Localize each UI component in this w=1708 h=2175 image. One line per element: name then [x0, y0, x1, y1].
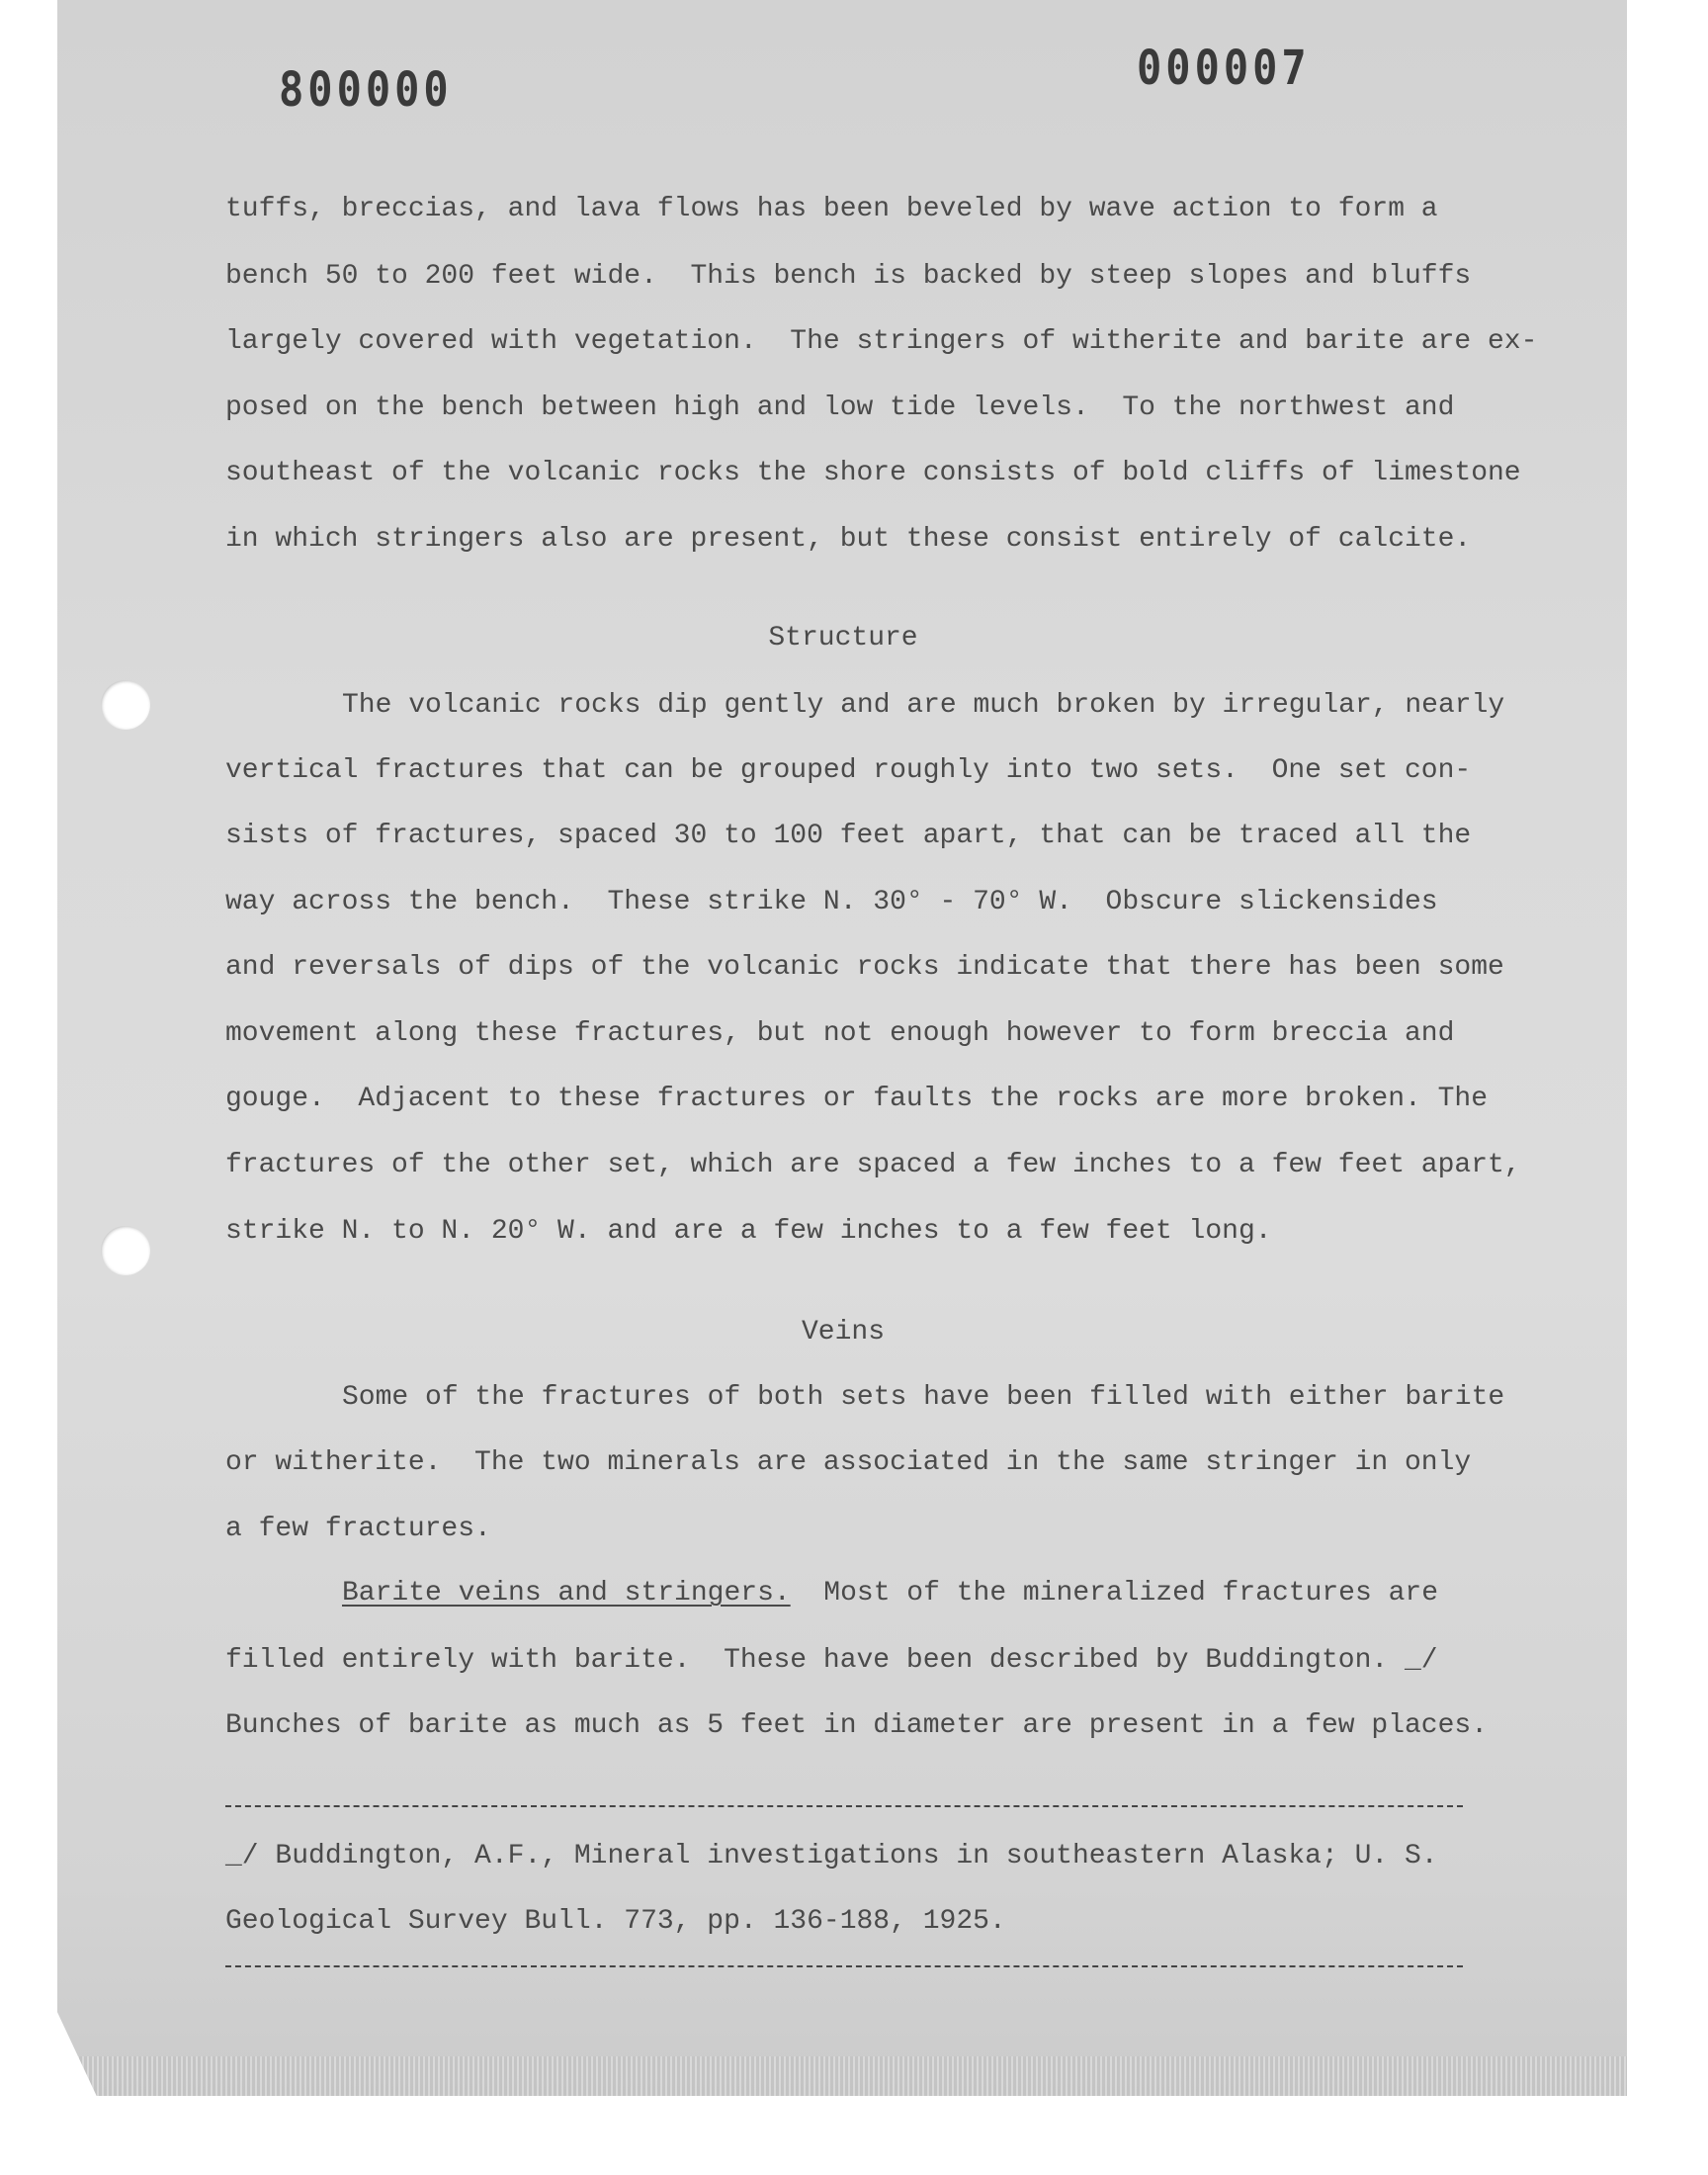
body-line: The volcanic rocks dip gently and are much broken by irregular, nearly: [342, 690, 1505, 721]
body-line: vertical fractures that can be grouped roughly into two sets. One set con-: [225, 755, 1472, 786]
body-line: strike N. to N. 20° W. and are a few inches to a few feet long.: [225, 1216, 1272, 1247]
body-line: Some of the fractures of both sets have been filled with either barite: [342, 1382, 1505, 1413]
body-line: gouge. Adjacent to these fractures or faults the rocks are more broken. The: [225, 1084, 1489, 1114]
body-line: largely covered with vegetation. The stringers of witherite and barite are ex-: [225, 326, 1538, 357]
section-heading-structure: Structure: [768, 623, 918, 653]
body-line: sists of fractures, spaced 30 to 100 feet apart, that can be traced all the: [225, 821, 1472, 851]
section-heading-veins: Veins: [801, 1317, 885, 1348]
body-line: or witherite. The two minerals are associated in the same stringer in only: [225, 1447, 1472, 1478]
page-stamp-left: 800000: [279, 61, 453, 118]
footnote-line: _/ Buddington, A.F., Mineral investigations in southeastern Alaska; U. S.: [225, 1841, 1438, 1871]
body-line: tuffs, breccias, and lava flows has been beveled by wave action to form a: [225, 194, 1438, 224]
body-line: southeast of the volcanic rocks the shore consists of bold cliffs of limestone: [225, 458, 1521, 488]
body-line-text: Most of the mineralized fractures are: [790, 1578, 1438, 1609]
subsection-title-barite: Barite veins and stringers.: [342, 1578, 791, 1609]
body-line: posed on the bench between high and low tide levels. To the northwest and: [225, 392, 1455, 423]
footnote-rule-top: [225, 1805, 1463, 1807]
body-line: filled entirely with barite. These have been described by Buddington. _/: [225, 1645, 1438, 1676]
body-line: movement along these fractures, but not enough however to form breccia and: [225, 1018, 1455, 1049]
page-stamp-right: 000007: [1137, 40, 1311, 96]
body-line: fractures of the other set, which are spaced a few inches to a few feet apart,: [225, 1150, 1521, 1180]
footnote-line: Geological Survey Bull. 773, pp. 136-188, 1925.: [225, 1906, 1006, 1937]
punch-hole-lower: [101, 1226, 150, 1275]
footnote-rule-bottom: [225, 1965, 1463, 1967]
body-line: Bunches of barite as much as 5 feet in diameter are present in a few places.: [225, 1710, 1489, 1741]
body-line: a few fractures.: [225, 1514, 491, 1544]
body-line: in which stringers also are present, but these consist entirely of calcite.: [225, 524, 1472, 555]
body-line: and reversals of dips of the volcanic rocks indicate that there has been some: [225, 952, 1504, 983]
body-line: [342, 1578, 1438, 1609]
body-line: way across the bench. These strike N. 30° - 70° W. Obscure slickensides: [225, 887, 1438, 917]
body-line: bench 50 to 200 feet wide. This bench is backed by steep slopes and bluffs: [225, 261, 1472, 292]
punch-hole-upper: [101, 680, 150, 730]
